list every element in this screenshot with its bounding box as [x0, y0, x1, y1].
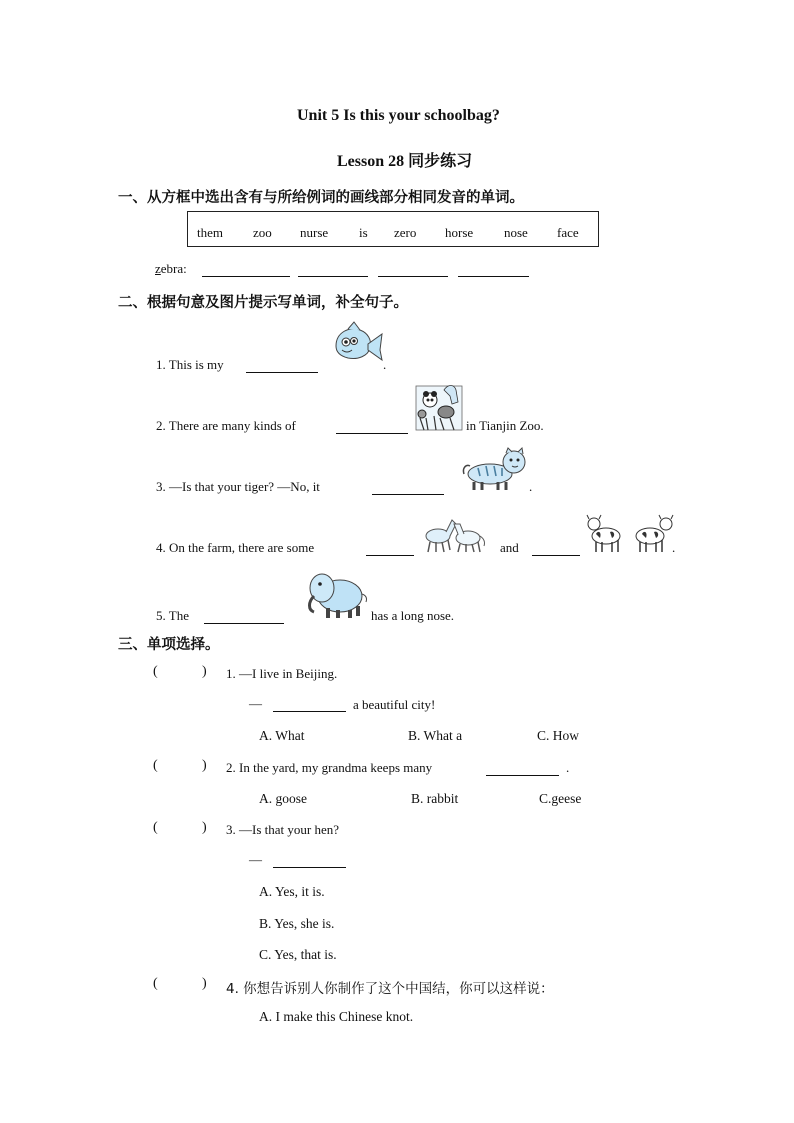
s2-q4-text: 4. On the farm, there are some [156, 540, 315, 555]
word-face: face [557, 225, 579, 240]
s2-q3-blank[interactable] [372, 480, 444, 495]
answer-blank-3[interactable] [378, 262, 448, 277]
word-nose: nose [504, 225, 528, 240]
s2-q2-blank[interactable] [336, 419, 408, 434]
s2-q4-blank-2[interactable] [532, 541, 580, 556]
section-2-heading: 二、根据句意及图片提示写单词，补全句子。 [118, 295, 408, 311]
elephant-image [306, 566, 368, 620]
s2-q1-blank[interactable] [246, 358, 318, 373]
s3-q3-blank[interactable] [273, 853, 346, 868]
answer-paren-open-3: ( [153, 820, 158, 835]
s3-q4-option-a[interactable]: A. I make this Chinese knot. [259, 1009, 414, 1024]
answer-paren-close-4: ) [202, 976, 207, 991]
page-subtitle: Lesson 28 同步练习 [337, 153, 473, 170]
s2-q1-end: . [383, 357, 387, 372]
s3-q3-option-c[interactable]: C. Yes, that is. [259, 947, 337, 962]
answer-blank-1[interactable] [202, 262, 290, 277]
s3-q3-option-b[interactable]: B. Yes, she is. [259, 916, 335, 931]
s3-q3-stem: 3. —Is that your hen? [226, 822, 340, 837]
example-underlined-letter: z [155, 261, 161, 276]
s3-q2-option-a[interactable]: A. goose [259, 791, 307, 806]
s2-q4-and: and [500, 540, 519, 555]
answer-paren-close-3: ) [202, 820, 207, 835]
s3-q1-option-c[interactable]: C. How [537, 728, 580, 743]
word-is: is [359, 225, 368, 240]
s2-q3-end: . [529, 479, 533, 494]
fish-image [330, 320, 384, 366]
s2-q4-blank-1[interactable] [366, 541, 414, 556]
word-nurse: nurse [300, 225, 329, 240]
answer-paren-close-1: ) [202, 664, 207, 679]
horses-image [420, 512, 488, 554]
s3-q2-end: . [566, 760, 570, 775]
word-zero: zero [394, 225, 417, 240]
example-word-rest: ebra: [160, 261, 187, 276]
s3-q1-stem: 1. —I live in Beijing. [226, 666, 338, 681]
s3-q1-dash: — [249, 696, 262, 711]
s3-q3-dash: — [249, 852, 262, 867]
word-box [187, 211, 599, 247]
s2-q3-text: 3. —Is that your tiger? —No, it [156, 479, 320, 494]
section-1-heading: 一、从方框中选出含有与所给例词的画线部分相同发音的单词。 [118, 190, 524, 206]
s3-q3-option-a[interactable]: A. Yes, it is. [259, 884, 325, 899]
s2-q5-blank[interactable] [204, 609, 284, 624]
word-horse: horse [445, 225, 474, 240]
s3-q1-line2: a beautiful city! [353, 697, 436, 712]
s3-q1-option-b[interactable]: B. What a [408, 728, 463, 743]
zoo-animals-image [414, 382, 464, 432]
s2-q5-end: has a long nose. [371, 608, 455, 623]
answer-paren-open-4: ( [153, 976, 158, 991]
s2-q2-end: in Tianjin Zoo. [466, 418, 544, 433]
answer-blank-4[interactable] [458, 262, 529, 277]
s3-q2-stem: 2. In the yard, my grandma keeps many [226, 760, 433, 775]
s2-q5-text: 5. The [156, 608, 189, 623]
s2-q2-text: 2. There are many kinds of [156, 418, 296, 433]
cows-image [586, 510, 674, 554]
s2-q1-text: 1. This is my [156, 357, 224, 372]
tiger-image [460, 446, 530, 492]
answer-blank-2[interactable] [298, 262, 368, 277]
s3-q1-option-a[interactable]: A. What [259, 728, 305, 743]
section-3-heading: 三、单项选择。 [118, 637, 220, 653]
s3-q4-stem: 4. 你想告诉别人你制作了这个中国结，你可以这样说： [226, 981, 554, 997]
word-them: them [197, 225, 223, 240]
answer-paren-open-2: ( [153, 758, 158, 773]
s3-q2-option-c[interactable]: C.geese [539, 791, 582, 806]
s2-q4-end: . [672, 540, 676, 555]
answer-paren-open-1: ( [153, 664, 158, 679]
example-word [155, 261, 187, 277]
s3-q2-option-b[interactable]: B. rabbit [411, 791, 459, 806]
answer-paren-close-2: ) [202, 758, 207, 773]
word-zoo: zoo [253, 225, 272, 240]
s3-q2-blank[interactable] [486, 761, 559, 776]
s3-q1-blank[interactable] [273, 697, 346, 712]
page-title: Unit 5 Is this your schoolbag? [297, 107, 500, 124]
